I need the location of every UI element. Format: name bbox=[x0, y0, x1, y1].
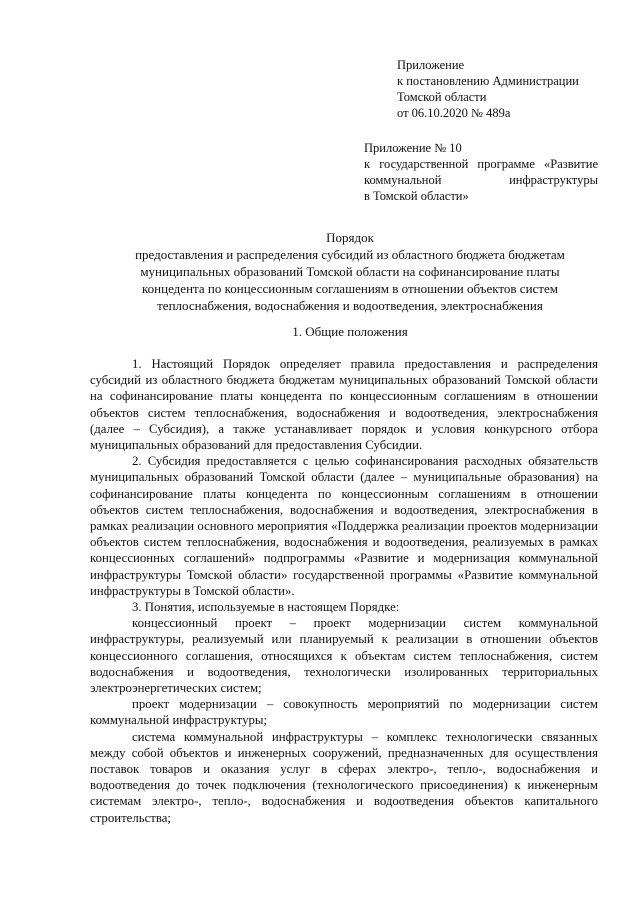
program-annex-header bbox=[364, 140, 598, 204]
document-heading: Порядок bbox=[326, 230, 374, 245]
paragraph: концессионный проект – проект модернизации систем коммунальной инфраструктуры, реализуемый или планируемый к реализации в отношении объектов концессионного соглашения, относящихся к объектам систем теплоснабжения, систем водоснабжения и водоотведения, технологически изолированных территориальных электроэнергетических систем; bbox=[90, 616, 598, 696]
annex-header-line: от 06.10.2020 № 489а bbox=[397, 106, 511, 120]
paragraph: проект модернизации – совокупность мероприятий по модернизации систем коммунальной инфраструктуры; bbox=[90, 697, 598, 728]
section-heading: 1. Общие положения bbox=[292, 324, 408, 339]
paragraph: система коммунальной инфраструктуры – комплекс технологически связанных между собой объектов и инженерных сооружений, предназначенных для осуществления поставок товаров и оказания услуг в сферах электро-, тепло-, водоснабжения и водоотведения до точек подключения (технологического присоединения) к инженерным системам электро-, тепло-, водоснабжения и водоотведения объектов капитального строительства; bbox=[90, 729, 598, 825]
document-title bbox=[100, 229, 600, 314]
annex-header-line: Томской области bbox=[397, 90, 487, 104]
annex-header-line: Приложение bbox=[397, 58, 465, 72]
paragraph: 3. Понятия, используемые в настоящем Порядке: bbox=[132, 600, 400, 615]
paragraph: 2. Субсидия предоставляется с целью софинансирования расходных обязательств муниципальных образований Томской области (далее – муниципальные образования) на софинансирование платы концедента по концессионным соглашениям в отношении объектов систем теплоснабжения, водоснабжения и водоотведения, электроснабжения в рамках реализации основного мероприятия «Поддержка реализации проектов модернизации объектов систем теплоснабжения, водоснабжения и водоотведения, реализуемых в рамках концессионных соглашений» подпрограммы «Развитие и модернизация коммунальной инфраструктуры Томской области» государственной программы «Развитие коммунальной инфраструктуры в Томской области». bbox=[90, 454, 598, 598]
program-annex-line: к государственной программе «Развитие bbox=[364, 157, 598, 171]
program-annex-line: коммунальной инфраструктуры bbox=[364, 173, 598, 187]
annex-header-line: к постановлению Администрации bbox=[397, 74, 579, 88]
document-subtitle-line: муниципальных образований Томской области на софинансирование платы bbox=[140, 264, 560, 279]
program-annex-line: Приложение № 10 bbox=[364, 141, 462, 155]
document-subtitle-line: предоставления и распределения субсидий из областного бюджета бюджетам bbox=[135, 247, 565, 262]
annex-header bbox=[397, 57, 579, 121]
program-annex-line: в Томской области» bbox=[364, 189, 469, 203]
paragraph: 1. Настоящий Порядок определяет правила предоставления и распределения субсидий из областного бюджета бюджетам муниципальных образований Томской области на софинансирование платы концедента по концессионным соглашениям в отношении объектов систем теплоснабжения, водоснабжения и водоотведения, электроснабжения (далее – Субсидия), а также устанавливает порядок и условия конкурсного отбора муниципальных образований для предоставления Субсидии. bbox=[90, 357, 598, 453]
document-subtitle-line: теплоснабжения, водоснабжения и водоотведения, электроснабжения bbox=[157, 298, 543, 313]
document-subtitle-line: концедента по концессионным соглашениям в отношении объектов систем bbox=[142, 281, 558, 296]
document-body bbox=[90, 356, 598, 826]
